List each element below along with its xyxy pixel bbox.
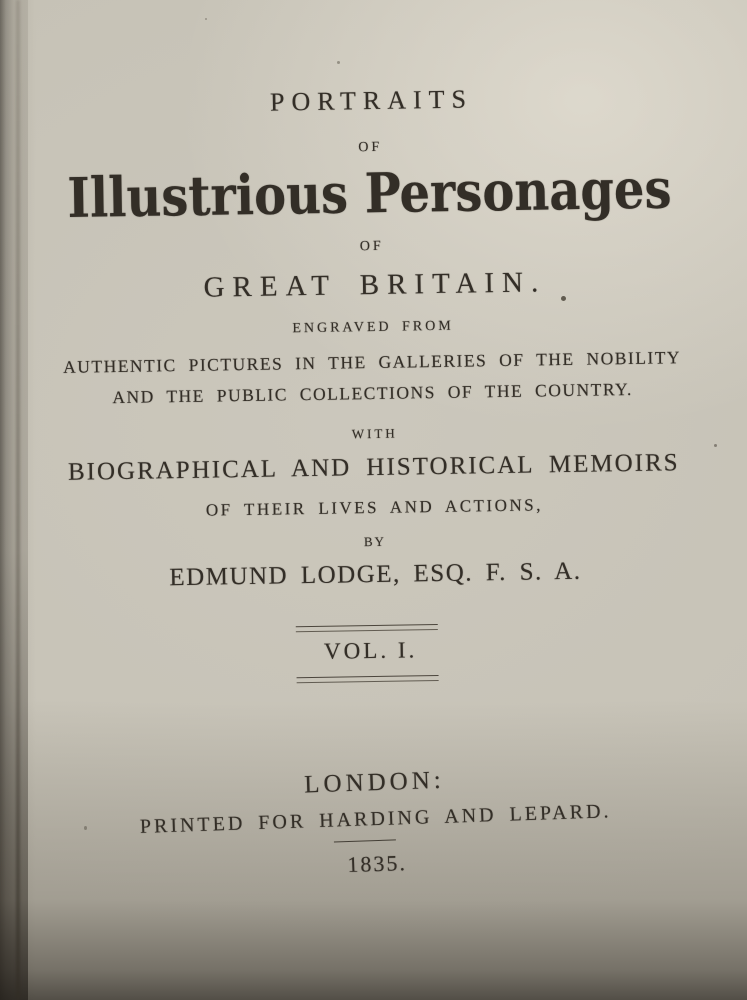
source-line-1: AUTHENTIC PICTURES IN THE GALLERIES OF THE NOBILITY <box>62 346 682 377</box>
imprint-year: 1835. <box>347 849 408 877</box>
source-line-2: AND THE PUBLIC COLLECTIONS OF THE COUNTRY. <box>112 378 633 407</box>
region-title: GREAT BRITAIN. <box>203 266 547 304</box>
double-rule-above-volume <box>295 624 437 632</box>
author-line: EDMUND LODGE, ESQ. F. S. A. <box>169 557 582 592</box>
engraved-from-line: ENGRAVED FROM <box>292 319 454 337</box>
paper-speck <box>561 296 566 301</box>
paper-speck <box>84 826 87 830</box>
imprint-city: LONDON: <box>303 766 446 799</box>
short-rule-above-year <box>333 839 395 842</box>
with-word: WITH <box>351 425 398 442</box>
memoirs-line: BIOGRAPHICAL AND HISTORICAL MEMOIRS <box>67 448 680 486</box>
main-title-text: Illustrious Personages <box>67 157 672 231</box>
of-word-top: OF <box>358 139 383 156</box>
lives-and-actions-line: OF THEIR LIVES AND ACTIONS, <box>205 495 544 521</box>
paper-speck <box>337 61 340 64</box>
by-word: BY <box>363 533 387 550</box>
series-title: PORTRAITS <box>269 84 474 117</box>
volume-number: VOL. I. <box>323 637 418 664</box>
imprint-publisher: PRINTED FOR HARDING AND LEPARD. <box>139 799 612 838</box>
main-title-blackletter <box>0 157 743 231</box>
imprint-block <box>0 669 747 888</box>
paper-speck <box>205 18 207 20</box>
paper-speck <box>714 444 717 447</box>
of-word-mid: OF <box>359 238 384 255</box>
